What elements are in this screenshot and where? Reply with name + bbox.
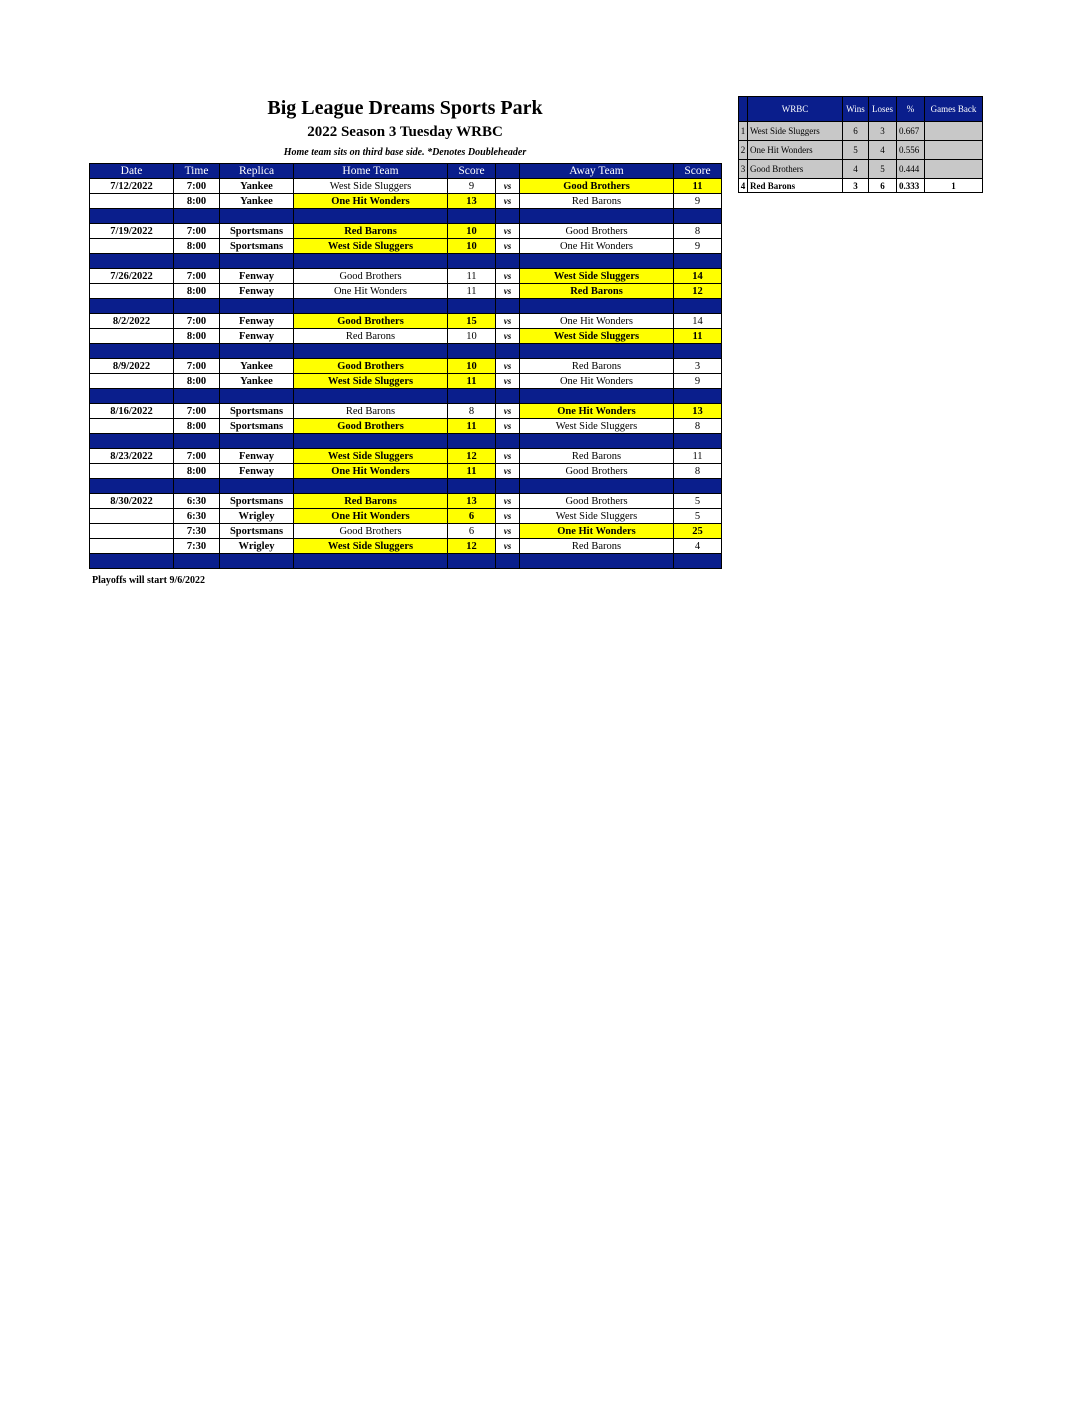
home-team: West Side Sluggers xyxy=(294,449,448,464)
separator-cell xyxy=(174,254,220,269)
separator-cell xyxy=(496,554,520,569)
standings-team: Red Barons xyxy=(748,179,843,193)
away-team: Red Barons xyxy=(520,539,674,554)
vs-label: vs xyxy=(496,329,520,344)
separator-cell xyxy=(90,299,174,314)
game-time: 8:00 xyxy=(174,374,220,389)
standings-loses: 5 xyxy=(869,160,897,179)
column-header-away-team: Away Team xyxy=(520,164,674,179)
game-field: Yankee xyxy=(220,179,294,194)
week-separator xyxy=(90,389,722,404)
game-row xyxy=(90,539,722,554)
separator-cell xyxy=(174,344,220,359)
game-field: Wrigley xyxy=(220,509,294,524)
separator-cell xyxy=(448,209,496,224)
game-time: 6:30 xyxy=(174,494,220,509)
week-separator xyxy=(90,299,722,314)
vs-label: vs xyxy=(496,464,520,479)
away-team: West Side Sluggers xyxy=(520,329,674,344)
separator-cell xyxy=(520,389,674,404)
game-field: Fenway xyxy=(220,284,294,299)
away-score: 11 xyxy=(674,449,722,464)
vs-label: vs xyxy=(496,404,520,419)
vs-label: vs xyxy=(496,194,520,209)
column-header-home-score: Score xyxy=(448,164,496,179)
game-date xyxy=(90,329,174,344)
week-separator xyxy=(90,434,722,449)
away-team: Red Barons xyxy=(520,449,674,464)
game-row xyxy=(90,239,722,254)
game-date: 8/23/2022 xyxy=(90,449,174,464)
standings-header-games-back: Games Back xyxy=(925,97,983,122)
game-field: Fenway xyxy=(220,269,294,284)
game-field: Yankee xyxy=(220,359,294,374)
standings-row xyxy=(739,160,983,179)
standings-header-rank xyxy=(739,97,748,122)
home-score: 10 xyxy=(448,224,496,239)
standings-rank: 1 xyxy=(739,122,748,141)
game-row xyxy=(90,509,722,524)
away-score: 9 xyxy=(674,239,722,254)
separator-cell xyxy=(520,209,674,224)
standings-games-back xyxy=(925,141,983,160)
standings-rank: 2 xyxy=(739,141,748,160)
separator-cell xyxy=(448,254,496,269)
home-team: Good Brothers xyxy=(294,419,448,434)
game-time: 6:30 xyxy=(174,509,220,524)
away-score: 25 xyxy=(674,524,722,539)
separator-cell xyxy=(294,209,448,224)
home-score: 6 xyxy=(448,509,496,524)
separator-cell xyxy=(174,209,220,224)
separator-cell xyxy=(90,554,174,569)
home-team: West Side Sluggers xyxy=(294,374,448,389)
separator-cell xyxy=(674,344,722,359)
standings-header-row xyxy=(739,97,983,122)
game-time: 8:00 xyxy=(174,194,220,209)
home-score: 11 xyxy=(448,284,496,299)
separator-cell xyxy=(448,344,496,359)
separator-cell xyxy=(174,299,220,314)
separator-cell xyxy=(174,554,220,569)
separator-cell xyxy=(90,209,174,224)
away-team: West Side Sluggers xyxy=(520,269,674,284)
separator-cell xyxy=(496,389,520,404)
home-score: 11 xyxy=(448,464,496,479)
home-score: 9 xyxy=(448,179,496,194)
vs-label: vs xyxy=(496,359,520,374)
standings-rank: 3 xyxy=(739,160,748,179)
separator-cell xyxy=(674,554,722,569)
standings-header-loses: Loses xyxy=(869,97,897,122)
away-team: Red Barons xyxy=(520,359,674,374)
game-field: Fenway xyxy=(220,449,294,464)
game-date: 7/26/2022 xyxy=(90,269,174,284)
separator-cell xyxy=(520,479,674,494)
standings-games-back xyxy=(925,160,983,179)
game-row xyxy=(90,419,722,434)
game-row xyxy=(90,269,722,284)
game-date xyxy=(90,284,174,299)
game-time: 8:00 xyxy=(174,329,220,344)
game-row xyxy=(90,524,722,539)
standings-games-back: 1 xyxy=(925,179,983,193)
home-team: One Hit Wonders xyxy=(294,509,448,524)
game-date: 8/16/2022 xyxy=(90,404,174,419)
home-score: 8 xyxy=(448,404,496,419)
column-header-date: Date xyxy=(90,164,174,179)
away-team: Good Brothers xyxy=(520,464,674,479)
separator-cell xyxy=(294,554,448,569)
separator-cell xyxy=(520,299,674,314)
separator-cell xyxy=(220,479,294,494)
away-team: Good Brothers xyxy=(520,179,674,194)
standings-team: One Hit Wonders xyxy=(748,141,843,160)
game-row xyxy=(90,449,722,464)
separator-cell xyxy=(220,209,294,224)
separator-cell xyxy=(520,554,674,569)
standings-wins: 6 xyxy=(843,122,869,141)
away-team: One Hit Wonders xyxy=(520,239,674,254)
week-separator xyxy=(90,254,722,269)
separator-cell xyxy=(520,254,674,269)
away-team: One Hit Wonders xyxy=(520,404,674,419)
standings-pct: 0.333 xyxy=(897,179,925,193)
separator-cell xyxy=(496,344,520,359)
home-team: One Hit Wonders xyxy=(294,464,448,479)
separator-cell xyxy=(174,434,220,449)
game-field: Wrigley xyxy=(220,539,294,554)
week-separator xyxy=(90,344,722,359)
vs-label: vs xyxy=(496,509,520,524)
vs-label: vs xyxy=(496,269,520,284)
game-time: 7:00 xyxy=(174,179,220,194)
game-field: Sportsmans xyxy=(220,419,294,434)
away-team: West Side Sluggers xyxy=(520,509,674,524)
separator-cell xyxy=(220,254,294,269)
game-row xyxy=(90,494,722,509)
week-separator xyxy=(90,479,722,494)
game-time: 7:30 xyxy=(174,539,220,554)
game-row xyxy=(90,329,722,344)
separator-cell xyxy=(220,299,294,314)
home-score: 11 xyxy=(448,269,496,284)
standings-pct: 0.444 xyxy=(897,160,925,179)
away-score: 14 xyxy=(674,269,722,284)
separator-cell xyxy=(220,434,294,449)
game-field: Sportsmans xyxy=(220,494,294,509)
home-team: Good Brothers xyxy=(294,314,448,329)
home-score: 15 xyxy=(448,314,496,329)
page-subtitle: 2022 Season 3 Tuesday WRBC xyxy=(307,124,503,140)
game-time: 7:00 xyxy=(174,314,220,329)
game-row xyxy=(90,374,722,389)
vs-label: vs xyxy=(496,524,520,539)
separator-cell xyxy=(674,479,722,494)
separator-cell xyxy=(520,434,674,449)
away-score: 9 xyxy=(674,374,722,389)
home-team: One Hit Wonders xyxy=(294,284,448,299)
game-row xyxy=(90,314,722,329)
standings-loses: 4 xyxy=(869,141,897,160)
standings-team: Good Brothers xyxy=(748,160,843,179)
home-team: West Side Sluggers xyxy=(294,539,448,554)
away-team: West Side Sluggers xyxy=(520,419,674,434)
vs-label: vs xyxy=(496,284,520,299)
game-date xyxy=(90,374,174,389)
away-score: 14 xyxy=(674,314,722,329)
standings-team: West Side Sluggers xyxy=(748,122,843,141)
away-team: Good Brothers xyxy=(520,224,674,239)
away-team: One Hit Wonders xyxy=(520,374,674,389)
standings-wins: 3 xyxy=(843,179,869,193)
vs-label: vs xyxy=(496,494,520,509)
home-team: One Hit Wonders xyxy=(294,194,448,209)
separator-cell xyxy=(496,479,520,494)
home-team: West Side Sluggers xyxy=(294,179,448,194)
standings-loses: 6 xyxy=(869,179,897,193)
game-date: 8/30/2022 xyxy=(90,494,174,509)
page-title: Big League Dreams Sports Park xyxy=(267,97,543,119)
vs-label: vs xyxy=(496,419,520,434)
vs-label: vs xyxy=(496,239,520,254)
away-score: 3 xyxy=(674,359,722,374)
game-row xyxy=(90,284,722,299)
vs-label: vs xyxy=(496,374,520,389)
separator-cell xyxy=(294,389,448,404)
home-team: Red Barons xyxy=(294,404,448,419)
game-date xyxy=(90,464,174,479)
game-date xyxy=(90,539,174,554)
game-time: 8:00 xyxy=(174,284,220,299)
vs-label: vs xyxy=(496,314,520,329)
standings-row xyxy=(739,141,983,160)
standings-table xyxy=(738,96,983,193)
game-row xyxy=(90,224,722,239)
standings-games-back xyxy=(925,122,983,141)
game-row xyxy=(90,404,722,419)
game-time: 8:00 xyxy=(174,239,220,254)
separator-cell xyxy=(220,344,294,359)
game-date: 8/9/2022 xyxy=(90,359,174,374)
game-date: 7/12/2022 xyxy=(90,179,174,194)
separator-cell xyxy=(674,389,722,404)
home-team: Red Barons xyxy=(294,329,448,344)
game-time: 7:00 xyxy=(174,449,220,464)
column-header-time: Time xyxy=(174,164,220,179)
separator-cell xyxy=(674,209,722,224)
separator-cell xyxy=(496,299,520,314)
home-score: 10 xyxy=(448,329,496,344)
standings-wins: 4 xyxy=(843,160,869,179)
separator-cell xyxy=(294,479,448,494)
separator-cell xyxy=(448,434,496,449)
home-score: 10 xyxy=(448,359,496,374)
game-date: 7/19/2022 xyxy=(90,224,174,239)
game-time: 8:00 xyxy=(174,419,220,434)
week-separator xyxy=(90,209,722,224)
vs-label: vs xyxy=(496,539,520,554)
game-field: Fenway xyxy=(220,464,294,479)
game-row xyxy=(90,179,722,194)
home-score: 6 xyxy=(448,524,496,539)
standings-wins: 5 xyxy=(843,141,869,160)
separator-cell xyxy=(90,254,174,269)
away-score: 4 xyxy=(674,539,722,554)
game-date xyxy=(90,239,174,254)
game-field: Yankee xyxy=(220,194,294,209)
home-score: 12 xyxy=(448,449,496,464)
column-header-away-score: Score xyxy=(674,164,722,179)
game-date: 8/2/2022 xyxy=(90,314,174,329)
standings-header-wins: Wins xyxy=(843,97,869,122)
separator-cell xyxy=(294,299,448,314)
separator-cell xyxy=(294,434,448,449)
separator-cell xyxy=(496,209,520,224)
separator-cell xyxy=(90,479,174,494)
separator-cell xyxy=(448,299,496,314)
standings-loses: 3 xyxy=(869,122,897,141)
separator-cell xyxy=(674,254,722,269)
separator-cell xyxy=(448,479,496,494)
home-score: 10 xyxy=(448,239,496,254)
separator-cell xyxy=(674,299,722,314)
home-team: Good Brothers xyxy=(294,359,448,374)
away-team: One Hit Wonders xyxy=(520,314,674,329)
home-score: 12 xyxy=(448,539,496,554)
standings-pct: 0.556 xyxy=(897,141,925,160)
game-time: 7:00 xyxy=(174,269,220,284)
game-date xyxy=(90,509,174,524)
away-score: 13 xyxy=(674,404,722,419)
separator-cell xyxy=(294,254,448,269)
separator-cell xyxy=(220,554,294,569)
away-score: 12 xyxy=(674,284,722,299)
home-score: 11 xyxy=(448,419,496,434)
home-score: 13 xyxy=(448,194,496,209)
separator-cell xyxy=(174,479,220,494)
game-time: 7:00 xyxy=(174,359,220,374)
home-team: West Side Sluggers xyxy=(294,239,448,254)
game-row xyxy=(90,194,722,209)
game-row xyxy=(90,359,722,374)
vs-label: vs xyxy=(496,449,520,464)
standings-row xyxy=(739,179,983,193)
standings-header-pct: % xyxy=(897,97,925,122)
game-field: Sportsmans xyxy=(220,404,294,419)
home-team: Good Brothers xyxy=(294,524,448,539)
game-field: Yankee xyxy=(220,374,294,389)
away-team: Good Brothers xyxy=(520,494,674,509)
game-row xyxy=(90,464,722,479)
separator-cell xyxy=(448,389,496,404)
column-header-home-team: Home Team xyxy=(294,164,448,179)
home-team: Good Brothers xyxy=(294,269,448,284)
week-separator xyxy=(90,554,722,569)
game-date xyxy=(90,524,174,539)
separator-cell xyxy=(294,344,448,359)
home-team: Red Barons xyxy=(294,494,448,509)
game-field: Fenway xyxy=(220,314,294,329)
standings-rank: 4 xyxy=(739,179,748,193)
game-time: 8:00 xyxy=(174,464,220,479)
column-header-replica: Replica xyxy=(220,164,294,179)
away-score: 8 xyxy=(674,419,722,434)
home-team: Red Barons xyxy=(294,224,448,239)
separator-cell xyxy=(174,389,220,404)
separator-cell xyxy=(674,434,722,449)
separator-cell xyxy=(90,389,174,404)
away-team: One Hit Wonders xyxy=(520,524,674,539)
away-team: Red Barons xyxy=(520,194,674,209)
separator-cell xyxy=(90,434,174,449)
schedule-header-row xyxy=(90,164,722,179)
standings-header-league: WRBC xyxy=(748,97,843,122)
away-score: 11 xyxy=(674,329,722,344)
away-score: 5 xyxy=(674,494,722,509)
away-score: 5 xyxy=(674,509,722,524)
away-score: 8 xyxy=(674,224,722,239)
separator-cell xyxy=(496,254,520,269)
game-time: 7:30 xyxy=(174,524,220,539)
game-date xyxy=(90,419,174,434)
game-time: 7:00 xyxy=(174,224,220,239)
vs-label: vs xyxy=(496,224,520,239)
away-team: Red Barons xyxy=(520,284,674,299)
schedule-table xyxy=(89,163,722,569)
separator-cell xyxy=(90,344,174,359)
away-score: 9 xyxy=(674,194,722,209)
home-score: 13 xyxy=(448,494,496,509)
away-score: 11 xyxy=(674,179,722,194)
standings-row xyxy=(739,122,983,141)
game-date xyxy=(90,194,174,209)
playoffs-note: Playoffs will start 9/6/2022 xyxy=(92,575,206,586)
home-score: 11 xyxy=(448,374,496,389)
game-field: Sportsmans xyxy=(220,239,294,254)
game-time: 7:00 xyxy=(174,404,220,419)
separator-cell xyxy=(220,389,294,404)
game-field: Sportsmans xyxy=(220,224,294,239)
column-header-vs xyxy=(496,164,520,179)
separator-cell xyxy=(520,344,674,359)
away-score: 8 xyxy=(674,464,722,479)
game-field: Fenway xyxy=(220,329,294,344)
vs-label: vs xyxy=(496,179,520,194)
schedule-note: Home team sits on third base side. *Denotes Doubleheader xyxy=(283,147,527,158)
game-field: Sportsmans xyxy=(220,524,294,539)
separator-cell xyxy=(496,434,520,449)
standings-pct: 0.667 xyxy=(897,122,925,141)
separator-cell xyxy=(448,554,496,569)
